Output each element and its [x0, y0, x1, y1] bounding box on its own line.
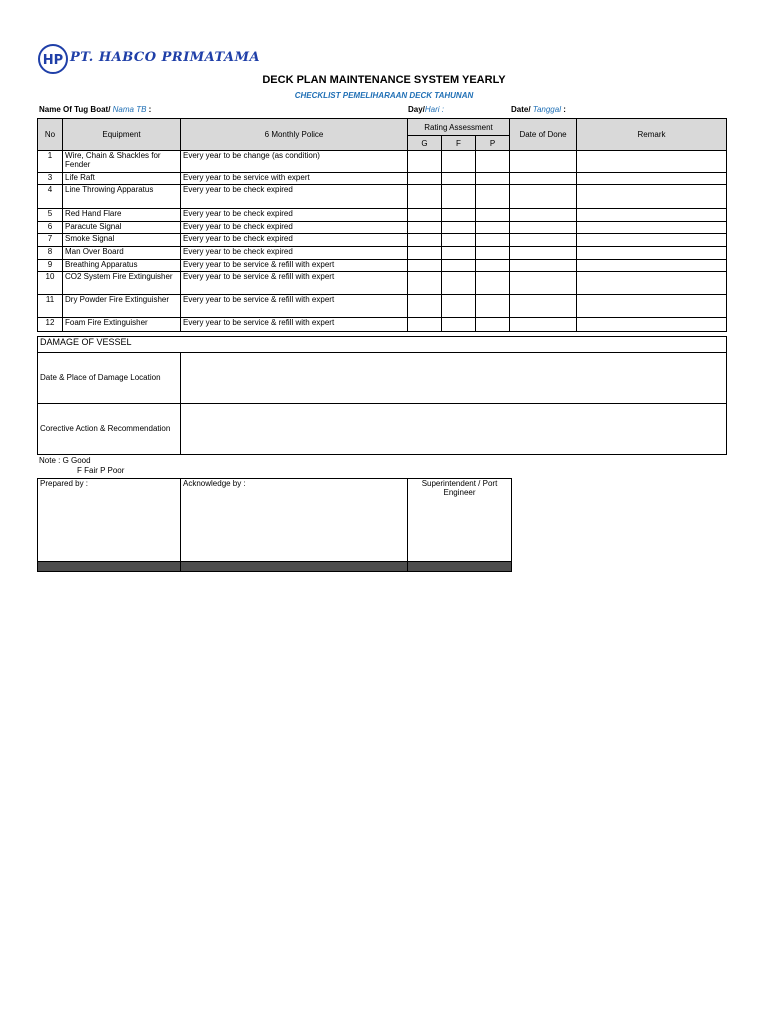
row-date-done[interactable] — [510, 151, 577, 173]
row-no: 5 — [38, 209, 63, 222]
table-row — [38, 151, 727, 173]
row-date-done[interactable] — [510, 247, 577, 260]
row-date-done[interactable] — [510, 173, 577, 185]
table-row — [38, 260, 727, 272]
row-no: 11 — [38, 295, 63, 318]
row-police: Every year to be change (as condition) — [181, 151, 408, 173]
corrective-action-field[interactable] — [181, 404, 727, 455]
row-g[interactable] — [408, 173, 442, 185]
row-police: Every year to be service & refill with expert — [181, 295, 408, 318]
row-f[interactable] — [442, 222, 476, 234]
row-p[interactable] — [476, 151, 510, 173]
damage-date-place-field[interactable] — [181, 353, 727, 404]
day-field — [408, 105, 444, 114]
superintendent[interactable]: Superintendent / Port Engineer — [408, 479, 512, 562]
acknowledge-by[interactable]: Acknowledge by : — [181, 479, 408, 562]
row-police: Every year to be service & refill with expert — [181, 318, 408, 332]
row-equipment: Wire, Chain & Shackles for Fender — [63, 151, 181, 173]
header-rating: Rating Assessment — [408, 119, 510, 136]
table-row — [38, 318, 727, 332]
row-f[interactable] — [442, 234, 476, 247]
row-p[interactable] — [476, 318, 510, 332]
row-no: 7 — [38, 234, 63, 247]
row-f[interactable] — [442, 260, 476, 272]
row-p[interactable] — [476, 260, 510, 272]
row-g[interactable] — [408, 151, 442, 173]
day-hint: Hari : — [424, 105, 445, 114]
row-p[interactable] — [476, 209, 510, 222]
row-police: Every year to be check expired — [181, 222, 408, 234]
row-no: 4 — [38, 185, 63, 209]
damage-heading: DAMAGE OF VESSEL — [38, 337, 727, 353]
row-equipment: CO2 System Fire Extinguisher — [63, 272, 181, 295]
row-f[interactable] — [442, 151, 476, 173]
row-no: 1 — [38, 151, 63, 173]
row-police: Every year to be check expired — [181, 234, 408, 247]
row-police: Every year to be check expired — [181, 209, 408, 222]
tug-boat-field: Name Of Tug Boat/ Nama TB : — [39, 105, 152, 114]
row-remark[interactable] — [577, 222, 727, 234]
row-no: 12 — [38, 318, 63, 332]
row-p[interactable] — [476, 247, 510, 260]
header-date-done: Date of Done — [510, 119, 577, 151]
row-p[interactable] — [476, 272, 510, 295]
row-equipment: Breathing Apparatus — [63, 260, 181, 272]
sign-bar — [408, 562, 512, 572]
row-g[interactable] — [408, 260, 442, 272]
header-p: P — [476, 136, 510, 151]
row-equipment: Foam Fire Extinguisher — [63, 318, 181, 332]
row-g[interactable] — [408, 209, 442, 222]
row-g[interactable] — [408, 318, 442, 332]
date-field: Date/ Tanggal : — [511, 105, 566, 114]
row-date-done[interactable] — [510, 318, 577, 332]
sign-bar — [181, 562, 408, 572]
row-g[interactable] — [408, 272, 442, 295]
row-g[interactable] — [408, 295, 442, 318]
logo-emblem-icon — [38, 44, 68, 74]
page-title: DECK PLAN MAINTENANCE SYSTEM YEARLY — [262, 74, 506, 86]
row-remark[interactable] — [577, 247, 727, 260]
table-row — [38, 295, 727, 318]
corrective-action-label: Corective Action & Recommendation — [38, 404, 181, 455]
damage-date-place-label: Date & Place of Damage Location — [38, 353, 181, 404]
company-name: PT. HABCO PRIMATAMA — [70, 50, 261, 65]
date-label: Date/ — [511, 105, 531, 114]
row-f[interactable] — [442, 173, 476, 185]
row-remark[interactable] — [577, 234, 727, 247]
row-remark[interactable] — [577, 151, 727, 173]
row-date-done[interactable] — [510, 222, 577, 234]
note-line-2: F Fair P Poor — [77, 466, 125, 475]
sign-bar — [38, 562, 181, 572]
row-g[interactable] — [408, 222, 442, 234]
page-subtitle: CHECKLIST PEMELIHARAAN DECK TAHUNAN — [294, 91, 474, 100]
row-p[interactable] — [476, 185, 510, 209]
row-no: 6 — [38, 222, 63, 234]
row-p[interactable] — [476, 295, 510, 318]
row-date-done[interactable] — [510, 272, 577, 295]
row-no: 3 — [38, 173, 63, 185]
table-row — [38, 209, 727, 222]
row-equipment: Line Throwing Apparatus — [63, 185, 181, 209]
row-police: Every year to be check expired — [181, 185, 408, 209]
row-equipment: Red Hand Flare — [63, 209, 181, 222]
row-police: Every year to be check expired — [181, 247, 408, 260]
prepared-by[interactable]: Prepared by : — [38, 479, 181, 562]
row-remark[interactable] — [577, 209, 727, 222]
row-f[interactable] — [442, 209, 476, 222]
svg-text:HP: HP — [42, 53, 64, 68]
row-date-done[interactable] — [510, 295, 577, 318]
row-remark[interactable] — [577, 295, 727, 318]
row-police: Every year to be service with expert — [181, 173, 408, 185]
row-equipment: Dry Powder Fire Extinguisher — [63, 295, 181, 318]
header-no: No — [38, 119, 63, 151]
row-no: 10 — [38, 272, 63, 295]
row-date-done[interactable] — [510, 260, 577, 272]
row-remark[interactable] — [577, 318, 727, 332]
header-f: F — [442, 136, 476, 151]
row-p[interactable] — [476, 234, 510, 247]
row-equipment: Paracute Signal — [63, 222, 181, 234]
row-no: 8 — [38, 247, 63, 260]
tug-boat-label: Name Of Tug Boat/ — [39, 105, 111, 114]
row-f[interactable] — [442, 272, 476, 295]
header-equipment: Equipment — [63, 119, 181, 151]
row-g[interactable] — [408, 247, 442, 260]
row-p[interactable] — [476, 173, 510, 185]
signature-table — [37, 478, 512, 572]
row-police: Every year to be service & refill with expert — [181, 272, 408, 295]
row-no: 9 — [38, 260, 63, 272]
table-row — [38, 247, 727, 260]
table-row — [38, 173, 727, 185]
row-date-done[interactable] — [510, 209, 577, 222]
table-row — [38, 272, 727, 295]
row-date-done[interactable] — [510, 185, 577, 209]
row-f[interactable] — [442, 185, 476, 209]
table-row — [38, 185, 727, 209]
row-remark[interactable] — [577, 260, 727, 272]
row-date-done[interactable] — [510, 234, 577, 247]
row-f[interactable] — [442, 247, 476, 260]
row-remark[interactable] — [577, 185, 727, 209]
row-p[interactable] — [476, 222, 510, 234]
damage-table — [37, 336, 727, 455]
row-f[interactable] — [442, 295, 476, 318]
table-row — [38, 222, 727, 234]
table-row — [38, 234, 727, 247]
header-remark: Remark — [577, 119, 727, 151]
row-equipment: Life Raft — [63, 173, 181, 185]
row-equipment: Man Over Board — [63, 247, 181, 260]
header-g: G — [408, 136, 442, 151]
row-g[interactable] — [408, 234, 442, 247]
row-remark[interactable] — [577, 272, 727, 295]
row-police: Every year to be service & refill with expert — [181, 260, 408, 272]
maintenance-table — [37, 118, 727, 332]
tug-boat-hint: Nama TB — [112, 105, 147, 114]
row-equipment: Smoke Signal — [63, 234, 181, 247]
company-logo — [38, 44, 261, 78]
date-hint: Tanggal — [532, 105, 561, 114]
rating-note — [39, 456, 124, 476]
note-line-1: Note : G Good — [39, 456, 91, 465]
header-police: 6 Monthly Police — [181, 119, 408, 151]
row-f[interactable] — [442, 318, 476, 332]
day-label: Day/ — [408, 105, 425, 114]
row-g[interactable] — [408, 185, 442, 209]
row-remark[interactable] — [577, 173, 727, 185]
